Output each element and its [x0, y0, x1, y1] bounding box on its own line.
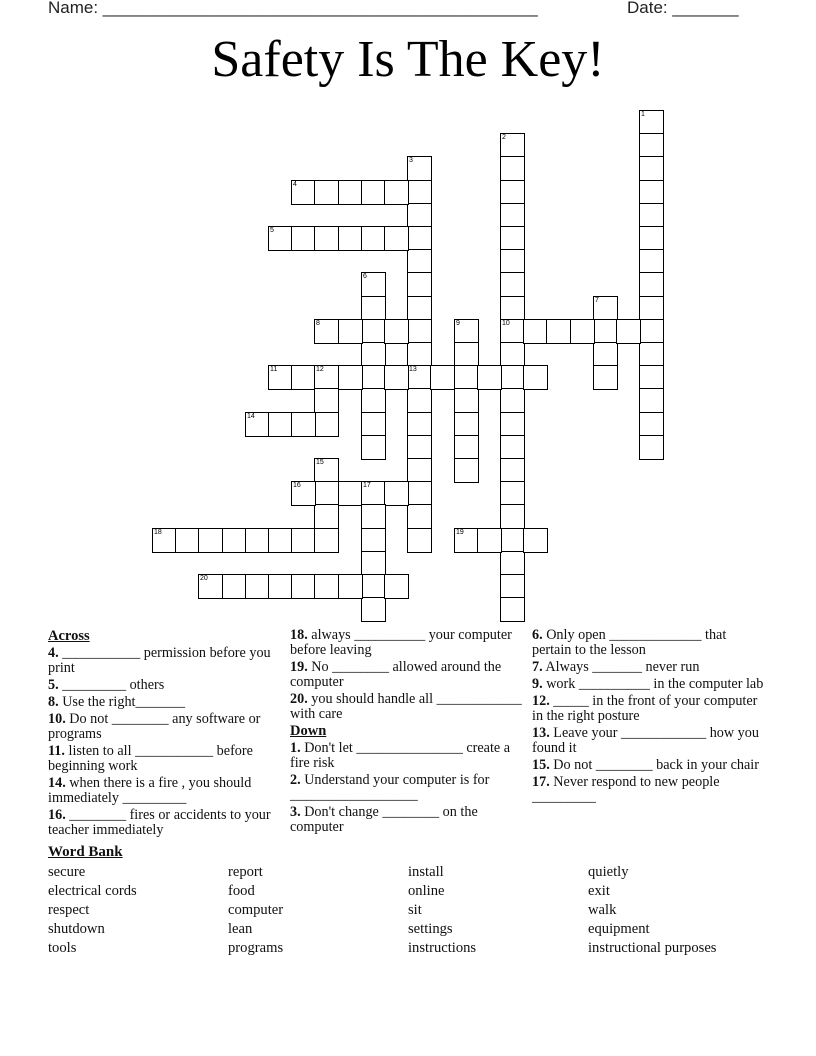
across-heading: Across — [48, 628, 90, 644]
crossword-cell[interactable] — [222, 528, 247, 553]
word-bank-column-3 — [408, 863, 476, 958]
crossword-cell[interactable] — [500, 458, 525, 483]
down-clue-12: 12. _____ in the front of your computer in the right posture — [532, 693, 758, 724]
crossword-cell[interactable] — [639, 156, 664, 181]
crossword-cell[interactable] — [361, 435, 386, 460]
crossword-cell[interactable] — [268, 412, 293, 437]
crossword-cell[interactable] — [361, 412, 386, 437]
crossword-cell[interactable] — [639, 388, 664, 413]
crossword-cell[interactable] — [291, 528, 316, 553]
clue-number: 6 — [363, 273, 367, 280]
crossword-cell[interactable] — [639, 272, 664, 297]
word-bank-item: tools — [48, 940, 77, 956]
word-bank-item: programs — [228, 940, 284, 956]
crossword-cell[interactable] — [314, 528, 339, 553]
word-bank-column-1 — [48, 863, 137, 958]
clue-number: 19 — [456, 529, 464, 536]
crossword-cell[interactable] — [639, 110, 664, 135]
crossword-cell[interactable] — [500, 365, 525, 390]
crossword-cell[interactable] — [361, 365, 386, 390]
crossword-cell[interactable] — [314, 226, 339, 251]
crossword-cell[interactable] — [361, 272, 386, 297]
crossword-cell[interactable] — [500, 597, 525, 622]
crossword-cell[interactable] — [523, 365, 548, 390]
crossword-cell[interactable] — [198, 574, 223, 599]
crossword-cell[interactable] — [245, 574, 270, 599]
word-bank-column-4 — [588, 863, 717, 958]
word-bank-item: equipment — [588, 921, 650, 937]
down-clue-2: 2. Understand your computer is for __________________ — [290, 772, 490, 803]
crossword-cell[interactable] — [500, 180, 525, 205]
crossword-cell[interactable] — [500, 435, 525, 460]
crossword-cell[interactable] — [407, 156, 432, 181]
down-clue-9: 9. work __________ in the computer lab — [532, 676, 764, 692]
crossword-cell[interactable] — [361, 504, 386, 529]
across-clue-20: 20. you should handle all ____________ with care — [290, 691, 522, 722]
word-bank-item: respect — [48, 902, 90, 918]
crossword-cell[interactable] — [407, 435, 432, 460]
crossword-cell[interactable] — [361, 319, 386, 344]
crossword-cell[interactable] — [268, 365, 293, 390]
crossword-cell[interactable] — [407, 481, 432, 506]
crossword-cell[interactable] — [454, 435, 479, 460]
crossword-cell[interactable] — [477, 365, 502, 390]
crossword-cell[interactable] — [245, 412, 270, 437]
word-bank-item: electrical cords — [48, 883, 137, 899]
crossword-cell[interactable] — [639, 226, 664, 251]
crossword-cell[interactable] — [361, 388, 386, 413]
crossword-cell[interactable] — [361, 528, 386, 553]
crossword-cell[interactable] — [407, 319, 432, 344]
crossword-cell[interactable] — [500, 551, 525, 576]
crossword-cell[interactable] — [291, 481, 316, 506]
clue-number: 10 — [502, 320, 510, 327]
crossword-cell[interactable] — [407, 249, 432, 274]
crossword-cell[interactable] — [338, 319, 363, 344]
crossword-cell[interactable] — [593, 319, 618, 344]
date-field-label: Date: _______ — [627, 0, 739, 17]
crossword-cell[interactable] — [639, 180, 664, 205]
crossword-cell[interactable] — [314, 388, 339, 413]
crossword-cell[interactable] — [454, 342, 479, 367]
crossword-cell[interactable] — [639, 412, 664, 437]
crossword-cell[interactable] — [384, 365, 409, 390]
page-title: Safety Is The Key! — [211, 31, 605, 88]
crossword-cell[interactable] — [430, 365, 455, 390]
clue-number: 11 — [270, 366, 278, 373]
crossword-cell[interactable] — [407, 388, 432, 413]
word-bank-item: settings — [408, 921, 453, 937]
crossword-cell[interactable] — [314, 319, 339, 344]
across-clue-5: 5. _________ others — [48, 677, 165, 693]
crossword-cell[interactable] — [523, 528, 548, 553]
word-bank-heading: Word Bank — [48, 844, 123, 860]
crossword-cell[interactable] — [152, 528, 177, 553]
clues-column-1 — [48, 628, 283, 840]
crossword-cell[interactable] — [268, 226, 293, 251]
word-bank-column-2 — [228, 863, 283, 958]
clue-number: 1 — [641, 111, 645, 118]
crossword-cell[interactable] — [500, 133, 525, 158]
crossword-cell[interactable] — [454, 365, 479, 390]
down-clue-17: 17. Never respond to new people _________ — [532, 774, 720, 805]
down-clue-15: 15. Do not ________ back in your chair — [532, 757, 759, 773]
clue-number: 2 — [502, 134, 506, 141]
crossword-cell[interactable] — [384, 226, 409, 251]
crossword-cell[interactable] — [291, 226, 316, 251]
crossword-cell[interactable] — [338, 481, 363, 506]
crossword-cell[interactable] — [314, 365, 339, 390]
crossword-cell[interactable] — [639, 365, 664, 390]
down-clue-7: 7. Always _______ never run — [532, 659, 700, 675]
clue-number: 7 — [595, 297, 599, 304]
crossword-cell[interactable] — [639, 296, 664, 321]
crossword-cell[interactable] — [500, 272, 525, 297]
crossword-cell[interactable] — [361, 226, 386, 251]
crossword-cell[interactable] — [407, 203, 432, 228]
crossword-cell[interactable] — [291, 412, 316, 437]
crossword-cell[interactable] — [500, 528, 525, 553]
crossword-cell[interactable] — [407, 296, 432, 321]
crossword-cell[interactable] — [361, 574, 386, 599]
down-clue-3: 3. Don't change ________ on the computer — [290, 804, 478, 835]
crossword-cell[interactable] — [175, 528, 200, 553]
word-bank-item: lean — [228, 921, 253, 937]
crossword-cell[interactable] — [639, 203, 664, 228]
word-bank-item: computer — [228, 902, 284, 918]
crossword-cell[interactable] — [407, 342, 432, 367]
across-clue-18: 18. always __________ your computer before leaving — [290, 627, 512, 658]
crossword-cell[interactable] — [314, 504, 339, 529]
crossword-cell[interactable] — [407, 365, 432, 390]
crossword-cell[interactable] — [268, 574, 293, 599]
crossword-cell[interactable] — [361, 180, 386, 205]
crossword-cell[interactable] — [407, 180, 432, 205]
word-bank-item: online — [408, 883, 445, 899]
crossword-cell[interactable] — [500, 249, 525, 274]
crossword-cell[interactable] — [268, 528, 293, 553]
clue-number: 20 — [200, 575, 208, 582]
crossword-cell[interactable] — [500, 319, 525, 344]
crossword-cell[interactable] — [361, 481, 386, 506]
clues-column-3 — [532, 628, 767, 807]
clue-number: 4 — [293, 181, 297, 188]
down-heading: Down — [290, 723, 327, 739]
down-clue-6: 6. Only open _____________ that pertain to the lesson — [532, 627, 727, 658]
name-field-label: Name: ______________________________________________ — [48, 0, 538, 17]
clue-number: 9 — [456, 320, 460, 327]
crossword-cell[interactable] — [407, 226, 432, 251]
clue-number: 12 — [316, 366, 324, 373]
crossword-cell[interactable] — [314, 481, 339, 506]
word-bank-item: quietly — [588, 864, 629, 880]
crossword-cell[interactable] — [593, 365, 618, 390]
crossword-cell[interactable] — [454, 528, 479, 553]
crossword-cell[interactable] — [407, 528, 432, 553]
crossword-cell[interactable] — [454, 388, 479, 413]
crossword-cell[interactable] — [500, 203, 525, 228]
crossword-cell[interactable] — [384, 574, 409, 599]
crossword-cell[interactable] — [546, 319, 571, 344]
crossword-cell[interactable] — [500, 156, 525, 181]
across-clue-10: 10. Do not ________ any software or programs — [48, 711, 261, 742]
crossword-cell[interactable] — [500, 481, 525, 506]
crossword-cell[interactable] — [338, 574, 363, 599]
clue-number: 17 — [363, 482, 371, 489]
word-bank-item: food — [228, 883, 255, 899]
crossword-cell[interactable] — [407, 504, 432, 529]
word-bank-item: exit — [588, 883, 610, 899]
crossword-cell[interactable] — [222, 574, 247, 599]
crossword-cell[interactable] — [500, 504, 525, 529]
crossword-cell[interactable] — [639, 249, 664, 274]
crossword-cell[interactable] — [500, 574, 525, 599]
word-bank-item: install — [408, 864, 444, 880]
crossword-cell[interactable] — [639, 435, 664, 460]
crossword-cell[interactable] — [500, 342, 525, 367]
crossword-cell[interactable] — [291, 180, 316, 205]
crossword-cell[interactable] — [314, 574, 339, 599]
crossword-cell[interactable] — [407, 458, 432, 483]
down-clue-1: 1. Don't let _______________ create a fire risk — [290, 740, 511, 771]
down-clue-13: 13. Leave your ____________ how you found it — [532, 725, 759, 756]
word-bank-item: sit — [408, 902, 422, 918]
clues-column-2 — [290, 628, 525, 837]
crossword-cell[interactable] — [407, 272, 432, 297]
crossword-cell[interactable] — [639, 133, 664, 158]
clue-number: 8 — [316, 320, 320, 327]
crossword-cell[interactable] — [454, 412, 479, 437]
crossword-cell[interactable] — [291, 574, 316, 599]
crossword-cell[interactable] — [314, 458, 339, 483]
crossword-cell[interactable] — [361, 597, 386, 622]
word-bank-item: report — [228, 864, 263, 880]
crossword-cell[interactable] — [593, 296, 618, 321]
word-bank-item: shutdown — [48, 921, 105, 937]
across-clue-8: 8. Use the right_______ — [48, 694, 186, 710]
clue-number: 18 — [154, 529, 162, 536]
across-clue-14: 14. when there is a fire , you should immediately _________ — [48, 775, 252, 806]
crossword-cell[interactable] — [338, 365, 363, 390]
crossword-cell[interactable] — [454, 319, 479, 344]
word-bank-item: instructional purposes — [588, 940, 717, 956]
crossword-cell[interactable] — [198, 528, 223, 553]
crossword-cell[interactable] — [384, 319, 409, 344]
across-clue-4: 4. ___________ permission before you print — [48, 645, 271, 676]
crossword-cell[interactable] — [616, 319, 641, 344]
crossword-cell[interactable] — [454, 458, 479, 483]
clue-number: 16 — [293, 482, 301, 489]
crossword-cell[interactable] — [570, 319, 595, 344]
crossword-cell[interactable] — [314, 180, 339, 205]
clue-number: 3 — [409, 157, 413, 164]
crossword-cell[interactable] — [523, 319, 548, 344]
crossword-cell[interactable] — [500, 296, 525, 321]
crossword-cell[interactable] — [500, 226, 525, 251]
across-clue-19: 19. No ________ allowed around the computer — [290, 659, 502, 690]
crossword-cell[interactable] — [338, 180, 363, 205]
crossword-cell[interactable] — [384, 481, 409, 506]
across-clue-11: 11. listen to all ___________ before beginning work — [48, 743, 253, 774]
clue-number: 14 — [247, 413, 255, 420]
crossword-cell[interactable] — [291, 365, 316, 390]
clue-number: 15 — [316, 459, 324, 466]
crossword-cell[interactable] — [407, 412, 432, 437]
crossword-cell[interactable] — [338, 226, 363, 251]
crossword-cell[interactable] — [477, 528, 502, 553]
crossword-cell[interactable] — [384, 180, 409, 205]
crossword-cell[interactable] — [500, 412, 525, 437]
crossword-cell[interactable] — [593, 342, 618, 367]
crossword-cell[interactable] — [314, 412, 339, 437]
crossword-cell[interactable] — [361, 296, 386, 321]
clue-number: 5 — [270, 227, 274, 234]
crossword-cell[interactable] — [500, 388, 525, 413]
crossword-cell[interactable] — [361, 551, 386, 576]
crossword-cell[interactable] — [639, 342, 664, 367]
word-bank-item: secure — [48, 864, 86, 880]
across-clue-16: 16. ________ fires or accidents to your teacher immediately — [48, 807, 271, 838]
crossword-cell[interactable] — [361, 342, 386, 367]
clue-number: 13 — [409, 366, 417, 373]
crossword-cell[interactable] — [639, 319, 664, 344]
word-bank-item: instructions — [408, 940, 477, 956]
word-bank-item: walk — [588, 902, 617, 918]
crossword-cell[interactable] — [245, 528, 270, 553]
